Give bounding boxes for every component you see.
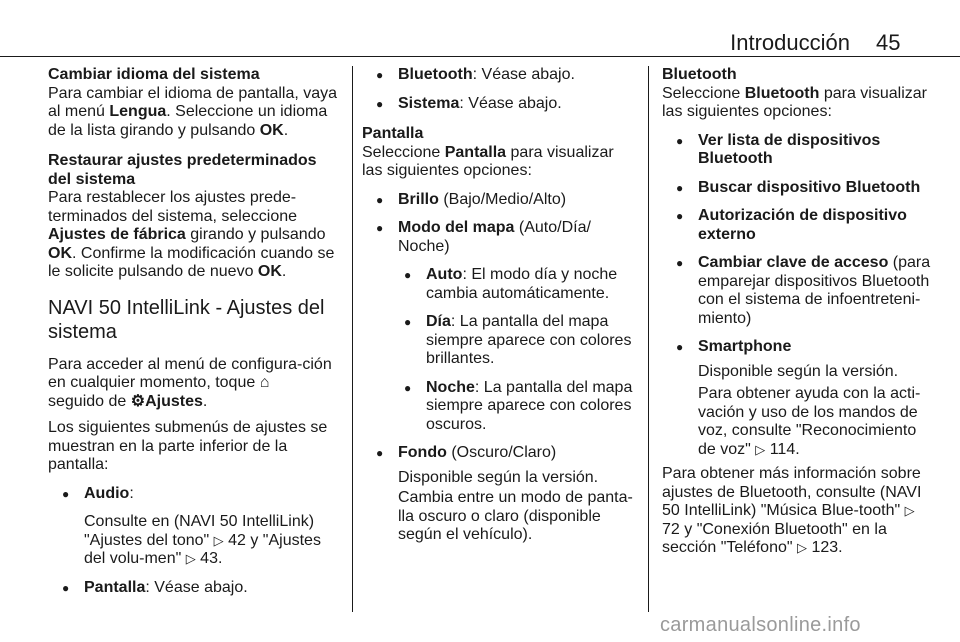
text: Consulte en (NAVI 50 IntelliLink) "Ajustes del tono" (84, 513, 315, 549)
item-label: Fondo (398, 444, 447, 461)
text: : El modo día y noche cambia automáticamente. (426, 266, 618, 302)
item-label: Auto (426, 266, 463, 283)
paragraph-restore-defaults (48, 189, 340, 282)
item-label: Audio (84, 484, 130, 502)
text: . (202, 392, 208, 410)
text: para visualizar las siguientes opciones: (662, 84, 927, 120)
audio-description (48, 513, 340, 569)
text: . Confirme la modificación cuando se le solicite pulsando de nuevo (48, 244, 335, 280)
text: : (129, 484, 134, 502)
text: 114. (765, 440, 800, 458)
list-item-change-passkey (662, 254, 932, 328)
header-rule (0, 56, 960, 57)
item-label: Modo del mapa (398, 219, 515, 236)
home-icon: ⌂ (259, 374, 270, 391)
text: (para emparejar dispositivos Bluetooth con el sistema de infoentreteni-miento) (698, 254, 931, 327)
sublist-item-noche (362, 379, 636, 435)
text: para visualizar las siguientes opciones: (362, 143, 614, 179)
paragraph-bluetooth (662, 85, 932, 122)
text: . (283, 121, 289, 139)
smartphone-description (662, 385, 932, 459)
list-item-authorize-device: ● Autorización de dispositivo externo (662, 207, 932, 244)
text: Seleccione (362, 143, 445, 161)
text: Para acceder al menú de configura-ción en cualquier momento, toque (48, 355, 332, 391)
item-label: Sistema (398, 94, 460, 112)
item-label: Día (426, 313, 451, 330)
text: 72 y "Conexión Bluetooth" en la sección "Teléfono" (662, 520, 887, 556)
text: . (281, 263, 287, 280)
text: : Véase abajo. (472, 66, 575, 83)
item-label: Cambiar clave de acceso (698, 254, 889, 271)
text: . Seleccione un idioma de la lista girando y pulsando (48, 103, 328, 139)
text: : La pantalla del mapa siempre aparece con colores brillantes. (426, 313, 632, 367)
sublist-item-auto (362, 266, 636, 303)
text: Seleccione (662, 84, 745, 102)
page-ref-arrow-icon: ▷ (185, 551, 196, 566)
list-item-pantalla (48, 579, 340, 598)
menu-term-factory-settings: Ajustes de fábrica (48, 226, 186, 243)
list-item-brillo (362, 191, 636, 210)
subheading-change-language: Cambiar idioma del sistema (48, 66, 260, 83)
paragraph-access-menu (48, 356, 340, 412)
text: girando y pulsando (185, 226, 326, 243)
item-label: Noche (426, 378, 475, 396)
button-term-ok: OK (259, 121, 284, 139)
list-item-modo-mapa (362, 219, 636, 256)
smartphone-availability: Disponible según la versión. (698, 362, 899, 380)
column-1 (48, 66, 340, 597)
menu-term-lengua: Lengua (109, 103, 167, 120)
text: Para obtener ayuda con la acti-vación y uso de los mandos de voz, consulte "Reconocimiento de voz" (698, 385, 921, 458)
page-ref-arrow-icon: ▷ (213, 532, 224, 548)
item-label: Pantalla (84, 578, 146, 596)
text: : Véase abajo. (459, 94, 562, 112)
menu-term-bluetooth: Bluetooth (744, 84, 820, 102)
page-ref-arrow-icon: ▷ (904, 503, 915, 518)
list-item-audio (48, 485, 340, 504)
subheading-restore-defaults: Restaurar ajustes predeterminados del sistema (48, 152, 317, 188)
section-title: NAVI 50 IntelliLink - Ajustes del sistema (48, 296, 325, 343)
list-item-device-list: ● Ver lista de dispositivos Bluetooth (662, 132, 932, 169)
menu-term-pantalla: Pantalla (444, 143, 507, 161)
page-ref-arrow-icon: ▷ (797, 540, 807, 555)
text: (Auto/Día/ Noche) (398, 219, 591, 255)
text: seguido de (48, 392, 131, 410)
watermark: carmanualsonline.info (660, 614, 861, 636)
paragraph-change-language (48, 85, 340, 141)
gear-icon: ⚙ (130, 392, 146, 410)
list-item-smartphone: ● Smartphone (662, 338, 932, 357)
list-item-sistema (362, 95, 636, 114)
button-term-ok: OK (257, 263, 282, 280)
button-term-ok: OK (48, 244, 72, 262)
text: 43. (195, 550, 223, 567)
text: Para restablecer los ajustes prede-terminados del sistema, seleccione (48, 189, 298, 225)
subheading-bluetooth: Bluetooth (662, 66, 737, 83)
list-item-search-device: ● Buscar dispositivo Bluetooth (662, 179, 932, 198)
text: : La pantalla del mapa siempre aparece con colores oscuros. (426, 378, 633, 433)
column-divider-right (648, 66, 649, 612)
header-title: Introducción (730, 30, 850, 55)
column-3 (662, 66, 932, 558)
text: 123. (807, 539, 843, 556)
item-label: Brillo (398, 190, 439, 208)
text: Para cambiar el idioma de pantalla, vaya al menú (48, 84, 338, 120)
text: Para obtener más información sobre ajustes de Bluetooth, consulte (NAVI 50 IntelliLink) "Música Blue-tooth" (662, 465, 922, 519)
paragraph-more-info (662, 465, 932, 558)
menu-term-ajustes: Ajustes (145, 392, 203, 410)
paragraph-submenus: Los siguientes submenús de ajustes se muestran en la parte inferior de la pantalla: (48, 419, 328, 473)
column-divider-left (352, 66, 353, 612)
fondo-description: Cambia entre un modo de panta-lla oscuro o claro (disponible según el vehículo). (398, 489, 633, 543)
page-number: 45 (876, 30, 901, 55)
column-2 (362, 66, 636, 545)
list-item-bluetooth (362, 66, 636, 85)
sublist-item-dia (362, 313, 636, 369)
text: (Bajo/Medio/Alto) (438, 190, 567, 208)
text: : Véase abajo. (145, 578, 248, 596)
text: (Oscuro/Claro) (446, 444, 557, 461)
list-item-fondo (362, 444, 636, 463)
fondo-availability: Disponible según la versión. (398, 468, 599, 486)
page-ref-arrow-icon: ▷ (755, 441, 766, 457)
paragraph-pantalla (362, 144, 636, 181)
item-label: Bluetooth (398, 66, 473, 83)
subheading-pantalla: Pantalla (362, 125, 424, 142)
text: 42 y "Ajustes del volu-men" (84, 531, 321, 567)
